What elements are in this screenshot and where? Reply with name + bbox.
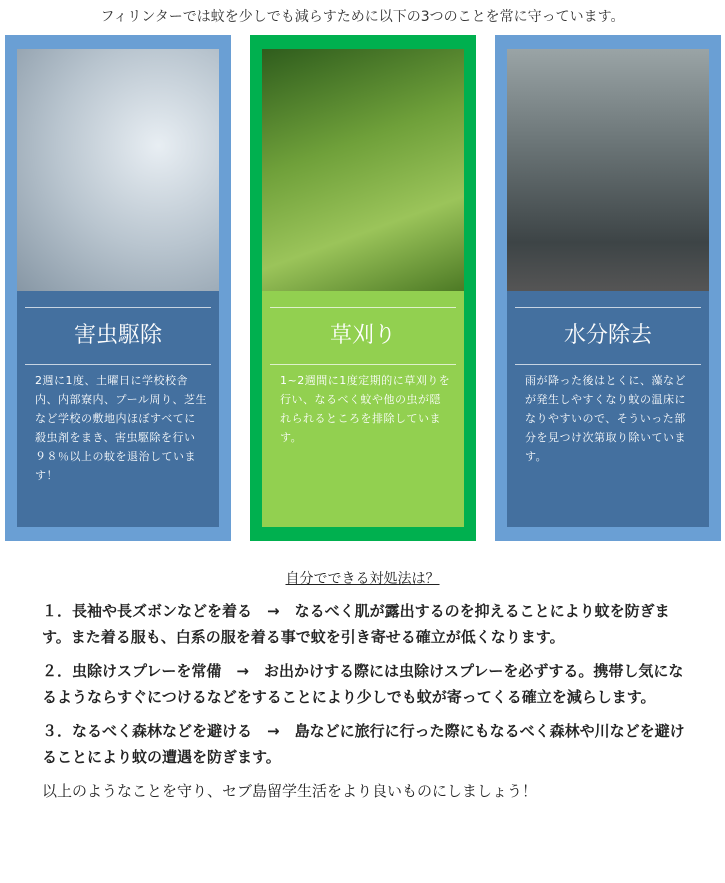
card-title: 害虫駆除 [25, 307, 211, 365]
tips-list [42, 598, 687, 812]
tip-item: ２．虫除けスプレーを常備 → お出かけする際には虫除けスプレーを必ずする。携帯し気になるようならすぐにつけるなどをすることにより少しでも蚊が寄ってくる確立を減らします。 [42, 662, 684, 706]
card-water-removal [495, 35, 721, 541]
tip-item: １．長袖や長ズボンなどを着る → なるべく肌が露出するのを抑えることにより蚊を防ぎます。また着る服も、白系の服を着る事で蚊を引き寄せる確立が低くなります。 [42, 602, 670, 646]
card-text: 1~2週間に1度定期的に草刈りを行い、なるべく蚊や他の虫が隠れられるところを排除しています。 [280, 374, 451, 444]
card-text: 2週に1度、土曜日に学校校舎内、内部寮内、プール周り、芝生など学校の敷地内ほぼすべてに殺虫剤をまき、害虫駆除を行い９８％以上の蚊を退治しています！ [35, 374, 207, 482]
card-title: 水分除去 [515, 307, 701, 365]
fogging-photo [17, 49, 219, 291]
grass-cutting-photo [262, 49, 464, 291]
tip-item: ３．なるべく森林などを避ける → 島などに旅行に行った際にもなるべく森林や川などを避けることにより蚊の遭遇を防ぎます。 [42, 722, 685, 766]
card-grass-cutting [250, 35, 476, 541]
closing-text: 以上のようなことを守り、セブ島留学生活をより良いものにしましょう！ [42, 782, 538, 800]
card-title: 草刈り [270, 307, 456, 365]
section-subtitle: 自分でできる対処法は？ [285, 571, 440, 587]
intro-text: フィリンターでは蚊を少しでも減らすために以下の3つのことを常に守っています。 [100, 9, 625, 25]
water-removal-photo [507, 49, 709, 291]
card-pest-control [5, 35, 231, 541]
card-text: 雨が降った後はとくに、藻などが発生しやすくなり蚊の温床になりやすいので、そういった部分を見つけ次第取り除いています。 [525, 374, 686, 463]
